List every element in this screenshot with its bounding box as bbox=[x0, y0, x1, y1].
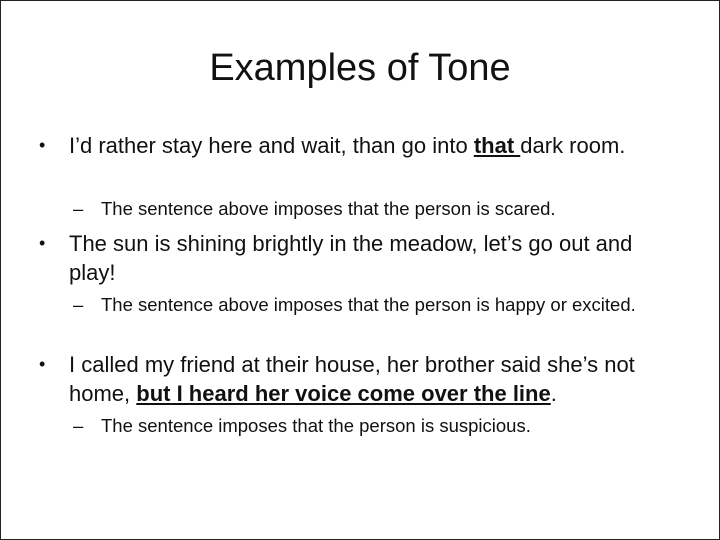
bullet-emphasis: that bbox=[473, 133, 521, 158]
sub-text: The sentence imposes that the person is suspicious. bbox=[101, 415, 531, 436]
sub-item bbox=[73, 197, 671, 221]
sub-text: The sentence above imposes that the person is scared. bbox=[101, 198, 556, 219]
bullet-text: The sun is shining brightly in the meadow, let’s go out and play! bbox=[69, 231, 633, 285]
sub-item bbox=[73, 293, 671, 317]
sub-marker: – bbox=[73, 415, 84, 436]
bullet-emphasis: but I heard her voice come over the line bbox=[136, 381, 551, 406]
sub-marker: – bbox=[73, 198, 84, 219]
bullet-marker: • bbox=[39, 233, 46, 253]
sub-item bbox=[73, 414, 671, 438]
sub-marker: – bbox=[73, 294, 84, 315]
bullet-text: dark room. bbox=[520, 133, 626, 158]
bullet-text: I called my friend at their house, her brother said she’s not home, bbox=[69, 352, 635, 406]
bullet-marker: • bbox=[39, 135, 46, 155]
sub-text: The sentence above imposes that the person is happy or excited. bbox=[101, 294, 636, 315]
bullet-marker: • bbox=[39, 354, 46, 374]
bullet-item bbox=[39, 350, 679, 408]
bullet-item bbox=[39, 229, 679, 287]
slide-title: Examples of Tone bbox=[209, 47, 511, 89]
bullet-item bbox=[39, 131, 679, 160]
bullet-text: I’d rather stay here and wait, than go into bbox=[69, 133, 474, 158]
bullet-text: . bbox=[550, 381, 557, 406]
